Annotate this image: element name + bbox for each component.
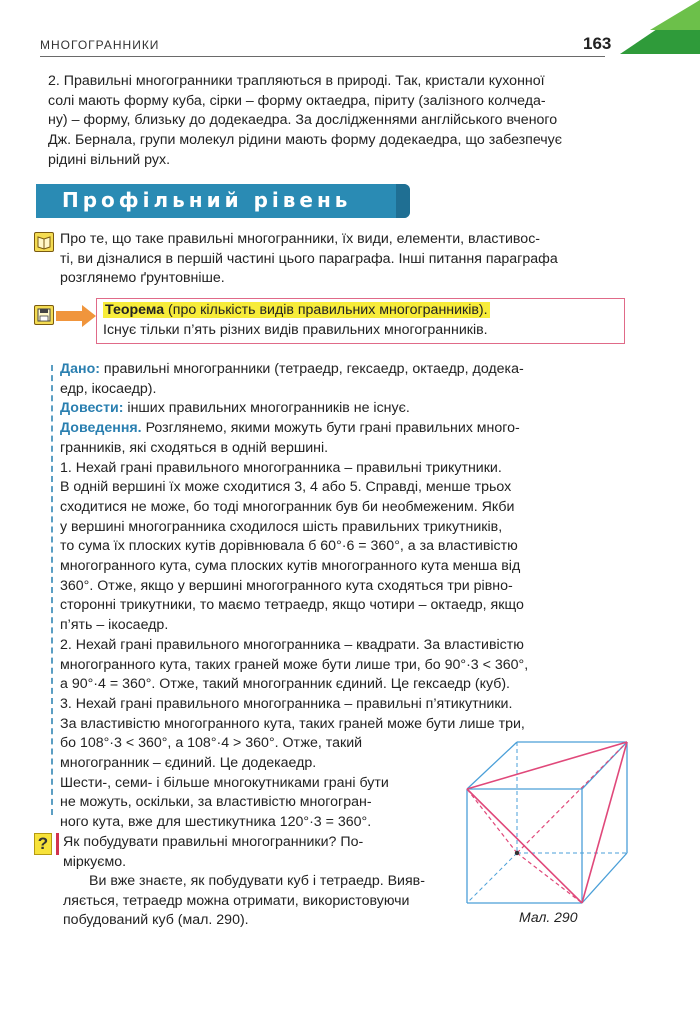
review-line: Про те, що таке правильні многогранники, їх види, елементи, властивос- xyxy=(60,231,541,247)
conclusion-paragraph xyxy=(63,872,453,931)
question-line: міркуємо. xyxy=(63,853,127,870)
conclusion-line: побудований куб (мал. 290). xyxy=(63,912,249,929)
cube-hidden-edge xyxy=(467,853,517,903)
question-icon: ? xyxy=(34,833,52,855)
conclusion-line: Ви вже знаєте, як побудувати куб і тетраедр. Вияв- xyxy=(89,873,425,889)
case-1-line: сходитися не може, бо тоді многогранник був би необмеженим. Якби xyxy=(60,498,515,515)
proof-intro-line: Доведення. Розглянемо, якими можуть бути грані правильних много- xyxy=(60,420,520,437)
proof-intro-line-2: гранників, які сходяться в одній вершині. xyxy=(60,439,329,456)
intro-line: рідині вільний рух. xyxy=(48,151,171,168)
intro-line: солі мають форму куба, сірки – форму октаедра, піриту (залізного колчеда- xyxy=(48,92,546,109)
proof-label: Доведення. xyxy=(60,420,142,437)
given-line: Дано: правильні многогранники (тетраедр, гексаедр, октаедр, додека- xyxy=(60,361,524,377)
case-1-line: то сума їх плоских кутів дорівнювала б 60°·6 = 360°, а за властивістю xyxy=(60,538,518,555)
question-text xyxy=(63,833,448,872)
case-1-line: 1. Нехай грані правильного многогранника – правильні трикутники. xyxy=(60,459,502,476)
theorem-heading xyxy=(103,301,623,321)
intro-paragraph xyxy=(48,72,633,171)
case-1-line: п’ять – ікосаедр. xyxy=(60,617,169,634)
review-line: ті, ви дізналися в першій частині цього параграфа. Інші питання параграфа xyxy=(60,250,558,267)
prove-line: Довести: інших правильних многогранників не існує. xyxy=(60,400,410,417)
given-line-2: едр, ікосаедр). xyxy=(60,380,157,397)
arrow-icon xyxy=(56,303,98,329)
given-label: Дано: xyxy=(60,361,100,377)
book-icon xyxy=(34,232,54,252)
case-1-line: сторонні трикутники, то маємо тетраедр, якщо чотири – октаедр, якщо xyxy=(60,597,524,614)
header-rule xyxy=(40,56,605,57)
floppy-icon xyxy=(34,305,54,325)
case-3-line: 3. Нехай грані правильного многогранника – правильні п’ятикутники. xyxy=(60,695,513,712)
case-2-line: 2. Нехай грані правильного многогранника – квадрати. За властивістю xyxy=(60,636,524,653)
banner-title: Профільний рівень xyxy=(62,188,352,212)
case-2-line: а 90°·4 = 360°. Отже, такий многогранник єдиний. Це гексаедр (куб). xyxy=(60,676,510,693)
case-3-line: За властивістю многогранного кута, таких граней може бути лише три, xyxy=(60,715,525,732)
question-bar xyxy=(56,833,59,855)
tetra-hidden-edge xyxy=(467,789,517,853)
case-3-line: бо 108°·3 < 360°, а 108°·4 > 360°. Отже, такий xyxy=(60,735,363,752)
closing-line: не можуть, оскільки, за властивістю многогран- xyxy=(60,794,372,811)
intro-line: Дж. Бернала, групи молекул рідини мають форму додекаедра, що забезпечує xyxy=(48,132,562,149)
page-number: 163 xyxy=(583,34,612,53)
case-1-line: многогранного кута, сума плоских кутів многогранного кута менша від xyxy=(60,558,521,575)
theorem-title: (про кількість видів правильних многогранників). xyxy=(168,302,488,318)
question-line: Як побудувати правильні многогранники? По- xyxy=(63,834,364,850)
closing-line: Шести-, семи- і більше многокутниками грані бути xyxy=(60,774,389,791)
closing-line: ного кута, вже для шестикутника 120°·3 = 360°. xyxy=(60,814,372,831)
tetra-hidden-edge xyxy=(517,853,582,903)
review-paragraph xyxy=(60,230,630,289)
theorem-label: Теорема xyxy=(105,302,165,318)
figure-cube-tetrahedron xyxy=(462,736,632,906)
conclusion-line: ляється, тетраедр можна отримати, використовуючи xyxy=(63,892,410,909)
case-1-line: В одній вершині їх може сходитися 3, 4 або 5. Справді, менше трьох xyxy=(60,479,512,496)
case-2-line: многогранного кута, таких граней може бути лише три, бо 90°·3 < 360°, xyxy=(60,656,529,673)
intro-line: 2. Правильні многогранники трапляються в природі. Так, кристали кухонної xyxy=(48,73,545,89)
case-3-line: многогранник – єдиний. Це додекаедр. xyxy=(60,755,317,772)
theorem-text xyxy=(103,301,623,340)
running-title: МНОГОГРАННИКИ xyxy=(40,38,160,52)
proof-side-line xyxy=(51,365,53,815)
section-banner xyxy=(36,184,410,218)
vertex-dot xyxy=(515,851,519,855)
intro-line: ну) – форму, близьку до додекаедра. За дослідженнями англійського вченого xyxy=(48,112,558,129)
figure-caption: Мал. 290 xyxy=(519,909,578,925)
case-1-line: 360°. Отже, якщо у вершині многогранного кута сходяться три рівно- xyxy=(60,577,513,594)
review-line: розглянемо ґрунтовніше. xyxy=(60,270,225,287)
corner-accent xyxy=(590,0,700,70)
prove-label: Довести: xyxy=(60,400,124,417)
theorem-statement: Існує тільки п’ять різних видів правильних многогранників. xyxy=(103,321,488,338)
case-1-line: у вершині многогранника сходилося шість правильних трикутників, xyxy=(60,518,503,535)
